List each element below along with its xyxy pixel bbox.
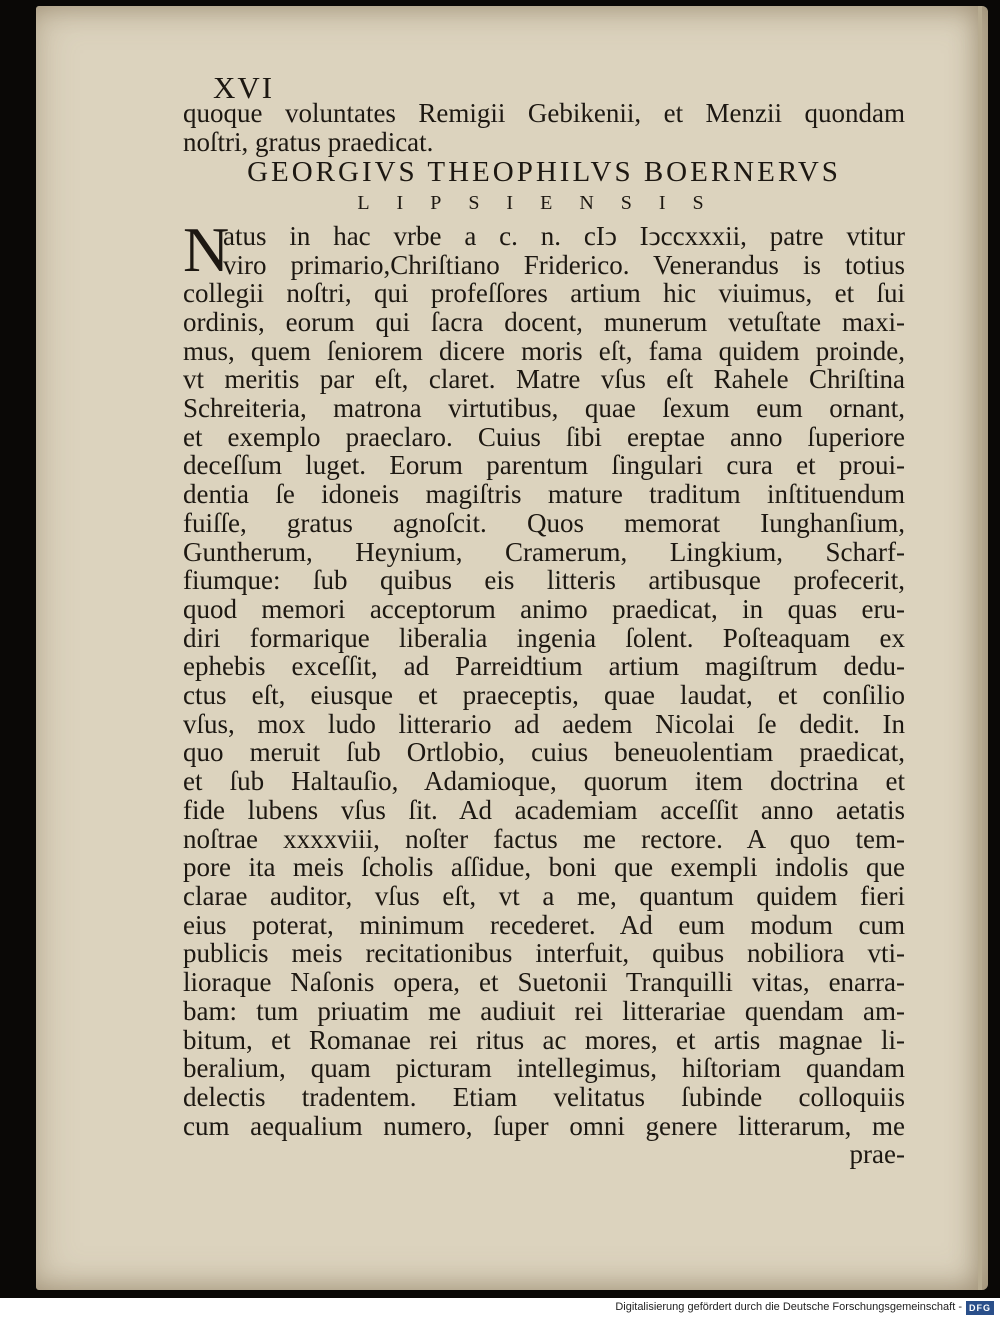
text-line: beralium, quam picturam intellegimus, hiſtoriam quandam xyxy=(183,1053,905,1084)
text-line: vſus, mox ludo litterario ad aedem Nicolai ſe dedit. In xyxy=(183,708,905,739)
footer-bar xyxy=(0,1298,1000,1319)
catchword: prae- xyxy=(849,1139,905,1170)
text-line: et exemplo praeclaro. Cuius ſibi ereptae anno ſuperiore xyxy=(183,421,905,452)
text-line: pore ita meis ſcholis aſſidue, boni que exempli indolis que xyxy=(183,852,905,883)
text-line: viro primario,Chriſtiano Friderico. Venerandus is totius xyxy=(223,249,905,280)
text-line: mus, quem ſeniorem dicere moris eſt, fama quidem proinde, xyxy=(183,335,905,366)
text-line: atus in hac vrbe a c. n. cIↄ Iↄccxxxii, patre vtitur xyxy=(223,220,905,251)
text-line: ordinis, eorum qui ſacra docent, munerum vetuſtate maxi- xyxy=(183,306,905,337)
funding-credit: Digitalisierung gefördert durch die Deutsche Forschungsgemeinschaft - xyxy=(615,1301,962,1313)
drop-cap: N xyxy=(183,213,230,285)
text-line: quod memori acceptorum animo praedicat, in quas eru- xyxy=(183,593,905,624)
body-text xyxy=(183,99,905,1169)
page-edge xyxy=(978,6,982,1290)
text-line: eius poterat, minimum recederet. Ad eum modum cum xyxy=(183,909,905,940)
text-line: bam: tum priuatim me audiuit rei litterariae quendam am- xyxy=(183,995,905,1026)
text-line: Schreiteria, matrona virtutibus, quae ſexum eum ornant, xyxy=(183,393,905,424)
text-line: noſtri, gratus praedicat. xyxy=(183,126,434,157)
text-line: dentia ſe idoneis magiſtris mature traditum inſtituendum xyxy=(183,479,905,510)
dfg-logo: DFG xyxy=(966,1301,994,1315)
text-line: lioraque Naſonis opera, et Suetonii Tranquilli vitas, enarra- xyxy=(183,967,905,998)
text-line: vt meritis par eſt, claret. Matre vſus eſt Rahele Chriſtina xyxy=(183,364,905,395)
text-line: diri formarique liberalia ingenia ſolent. Poſteaquam ex xyxy=(183,622,905,653)
text-line: fide lubens vſus ſit. Ad academiam acceſſit anno aetatis xyxy=(183,794,905,825)
text-line: ctus eſt, eiusque et praeceptis, quae laudat, et conſilio xyxy=(183,680,905,711)
section-title: GEORGIVS THEOPHILVS BOERNERVS xyxy=(247,156,841,189)
text-line: fiumque: ſub quibus eis litteris artibusque profecerit, xyxy=(183,565,905,596)
text-line: cum aequalium numero, ſuper omni genere litterarum, me xyxy=(183,1110,905,1141)
text-line: quoque voluntates Remigii Gebikenii, et Menzii quondam xyxy=(183,98,905,128)
opening-paragraph xyxy=(183,213,905,285)
section-subtitle: LIPSIENSIS xyxy=(357,192,731,215)
text-line: clarae auditor, vſus eſt, vt a me, quantum quidem fieri xyxy=(183,880,905,911)
text-line: fuiſſe, gratus agnoſcit. Quos memorat Iunghanſium, xyxy=(183,507,905,538)
text-line: et ſub Haltauſio, Adamioque, quorum item doctrina et xyxy=(183,766,905,797)
text-line: Guntherum, Heynium, Cramerum, Lingkium, Scharf- xyxy=(183,536,905,567)
text-line: quo meruit ſub Ortlobio, cuius beneuolentiam praedicat, xyxy=(183,737,905,768)
text-line: publicis meis recitationibus interfuit, quibus nobiliora vti- xyxy=(183,938,905,969)
text-line: collegii noſtri, qui profeſſores artium hic viuimus, et ſui xyxy=(183,278,905,309)
text-line: bitum, et Romanae rei ritus ac mores, et artis magnae li- xyxy=(183,1024,905,1055)
text-line: delectis tradentem. Etiam velitatus ſubinde colloquiis xyxy=(183,1081,905,1112)
text-line: deceſſum luget. Eorum parentum ſingulari cura et proui- xyxy=(183,450,905,481)
page-number: XVI xyxy=(213,70,275,105)
text-line: noſtrae xxxxviii, noſter factus me rectore. A quo tem- xyxy=(183,823,905,854)
text-line: ephebis exceſſit, ad Parreidtium artium magiſtrum dedu- xyxy=(183,651,905,682)
